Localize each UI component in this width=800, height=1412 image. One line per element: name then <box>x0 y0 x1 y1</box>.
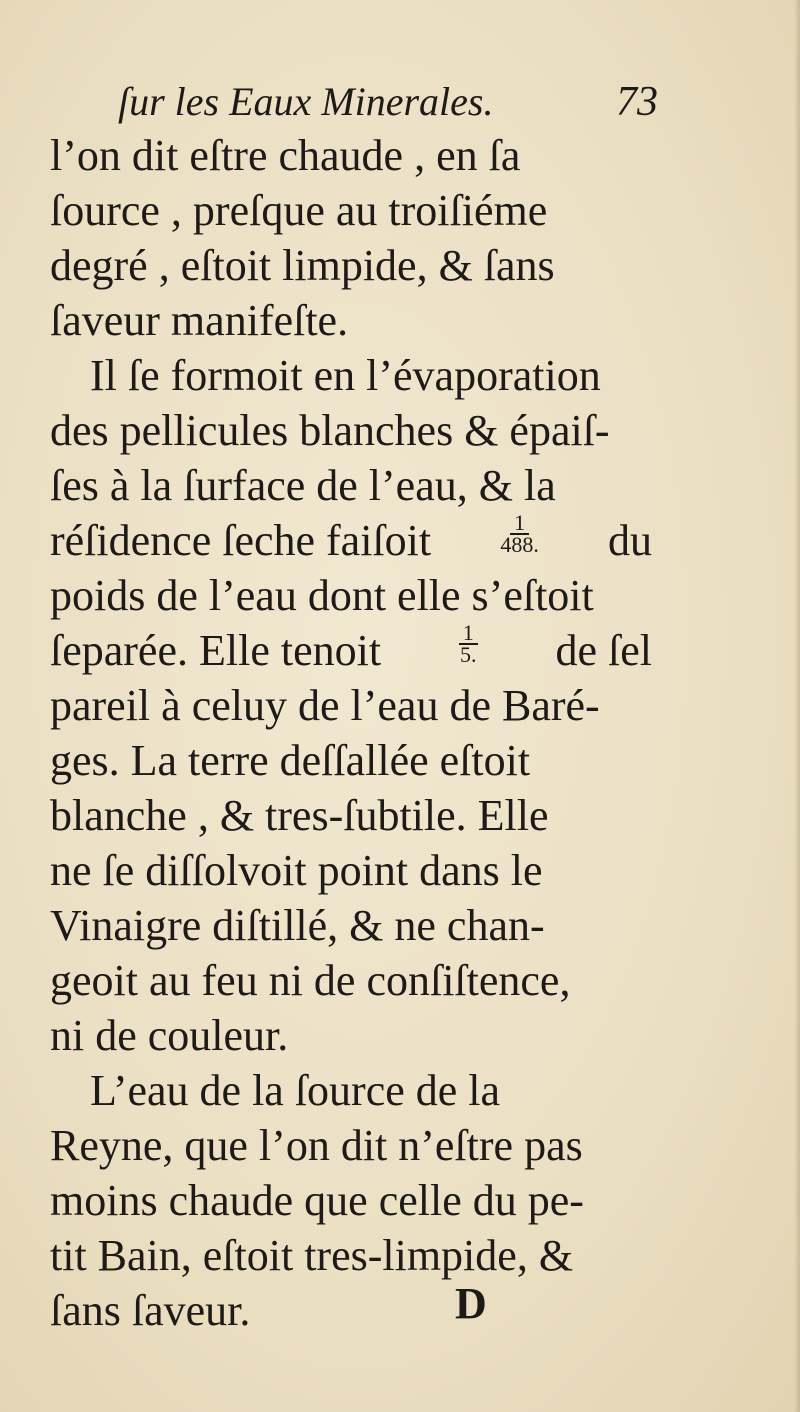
text-line: l’on dit eſtre chaude , en ſa <box>50 131 521 180</box>
fraction-numerator: 1 <box>459 623 478 645</box>
text-line: Reyne, que l’on dit n’eſtre pas <box>50 1121 583 1170</box>
text-line: ſes à la ſurface de l’eau, & la <box>50 461 556 510</box>
text-line: ſource , preſque au troiſiéme <box>50 186 548 235</box>
running-title: ſur les Eaux Minerales. <box>118 79 494 124</box>
text-line: moins chaude que celle du pe- <box>50 1176 584 1225</box>
fraction-denominator: 5. <box>460 642 477 667</box>
fraction <box>456 620 481 678</box>
text-line: ne ſe diſſolvoit point dans le <box>50 846 543 895</box>
fraction <box>496 510 543 568</box>
text-line: L’eau de la ſource de la <box>90 1066 501 1115</box>
text-line: Il ſe formoit en l’évaporation <box>90 351 601 400</box>
body-text <box>50 128 652 1338</box>
text-line-with-fraction: ſeparée. Elle tenoit $\frac{1}{5.}$ de ſel <box>50 623 652 678</box>
text-line: degré , eſtoit limpide, & ſans <box>50 241 555 290</box>
text-line: blanche , & tres-ſubtile. Elle <box>50 791 549 840</box>
text-line: ges. La terre deſſallée eſtoit <box>50 736 531 785</box>
text-line: ſaveur manifeſte. <box>50 296 349 345</box>
page-edge-shadow <box>794 0 800 1412</box>
page-number: 73 <box>616 79 658 125</box>
signature-mark: D <box>455 1279 487 1328</box>
fraction-numerator: 1 <box>510 513 529 535</box>
text-line: pareil à celuy de l’eau de Baré- <box>50 681 600 730</box>
text-line: geoit au feu ni de conſiſtence, <box>50 956 571 1005</box>
text-line: ni de couleur. <box>50 1011 289 1060</box>
text-line: Vinaigre diſtillé, & ne chan- <box>50 901 545 950</box>
fraction-denominator: 488. <box>500 532 539 557</box>
text-line: poids de l’eau dont elle s’eſtoit <box>50 571 594 620</box>
text-line: tit Bain, eſtoit tres-limpide, & <box>50 1231 574 1280</box>
text-line-with-fraction: réſidence ſeche faiſoit $\frac{1}{488.}$ du <box>50 513 652 568</box>
text-line: des pellicules blanches & épaiſ- <box>50 406 610 455</box>
running-head <box>118 78 658 134</box>
text-line: ſans ſaveur. <box>50 1286 251 1335</box>
